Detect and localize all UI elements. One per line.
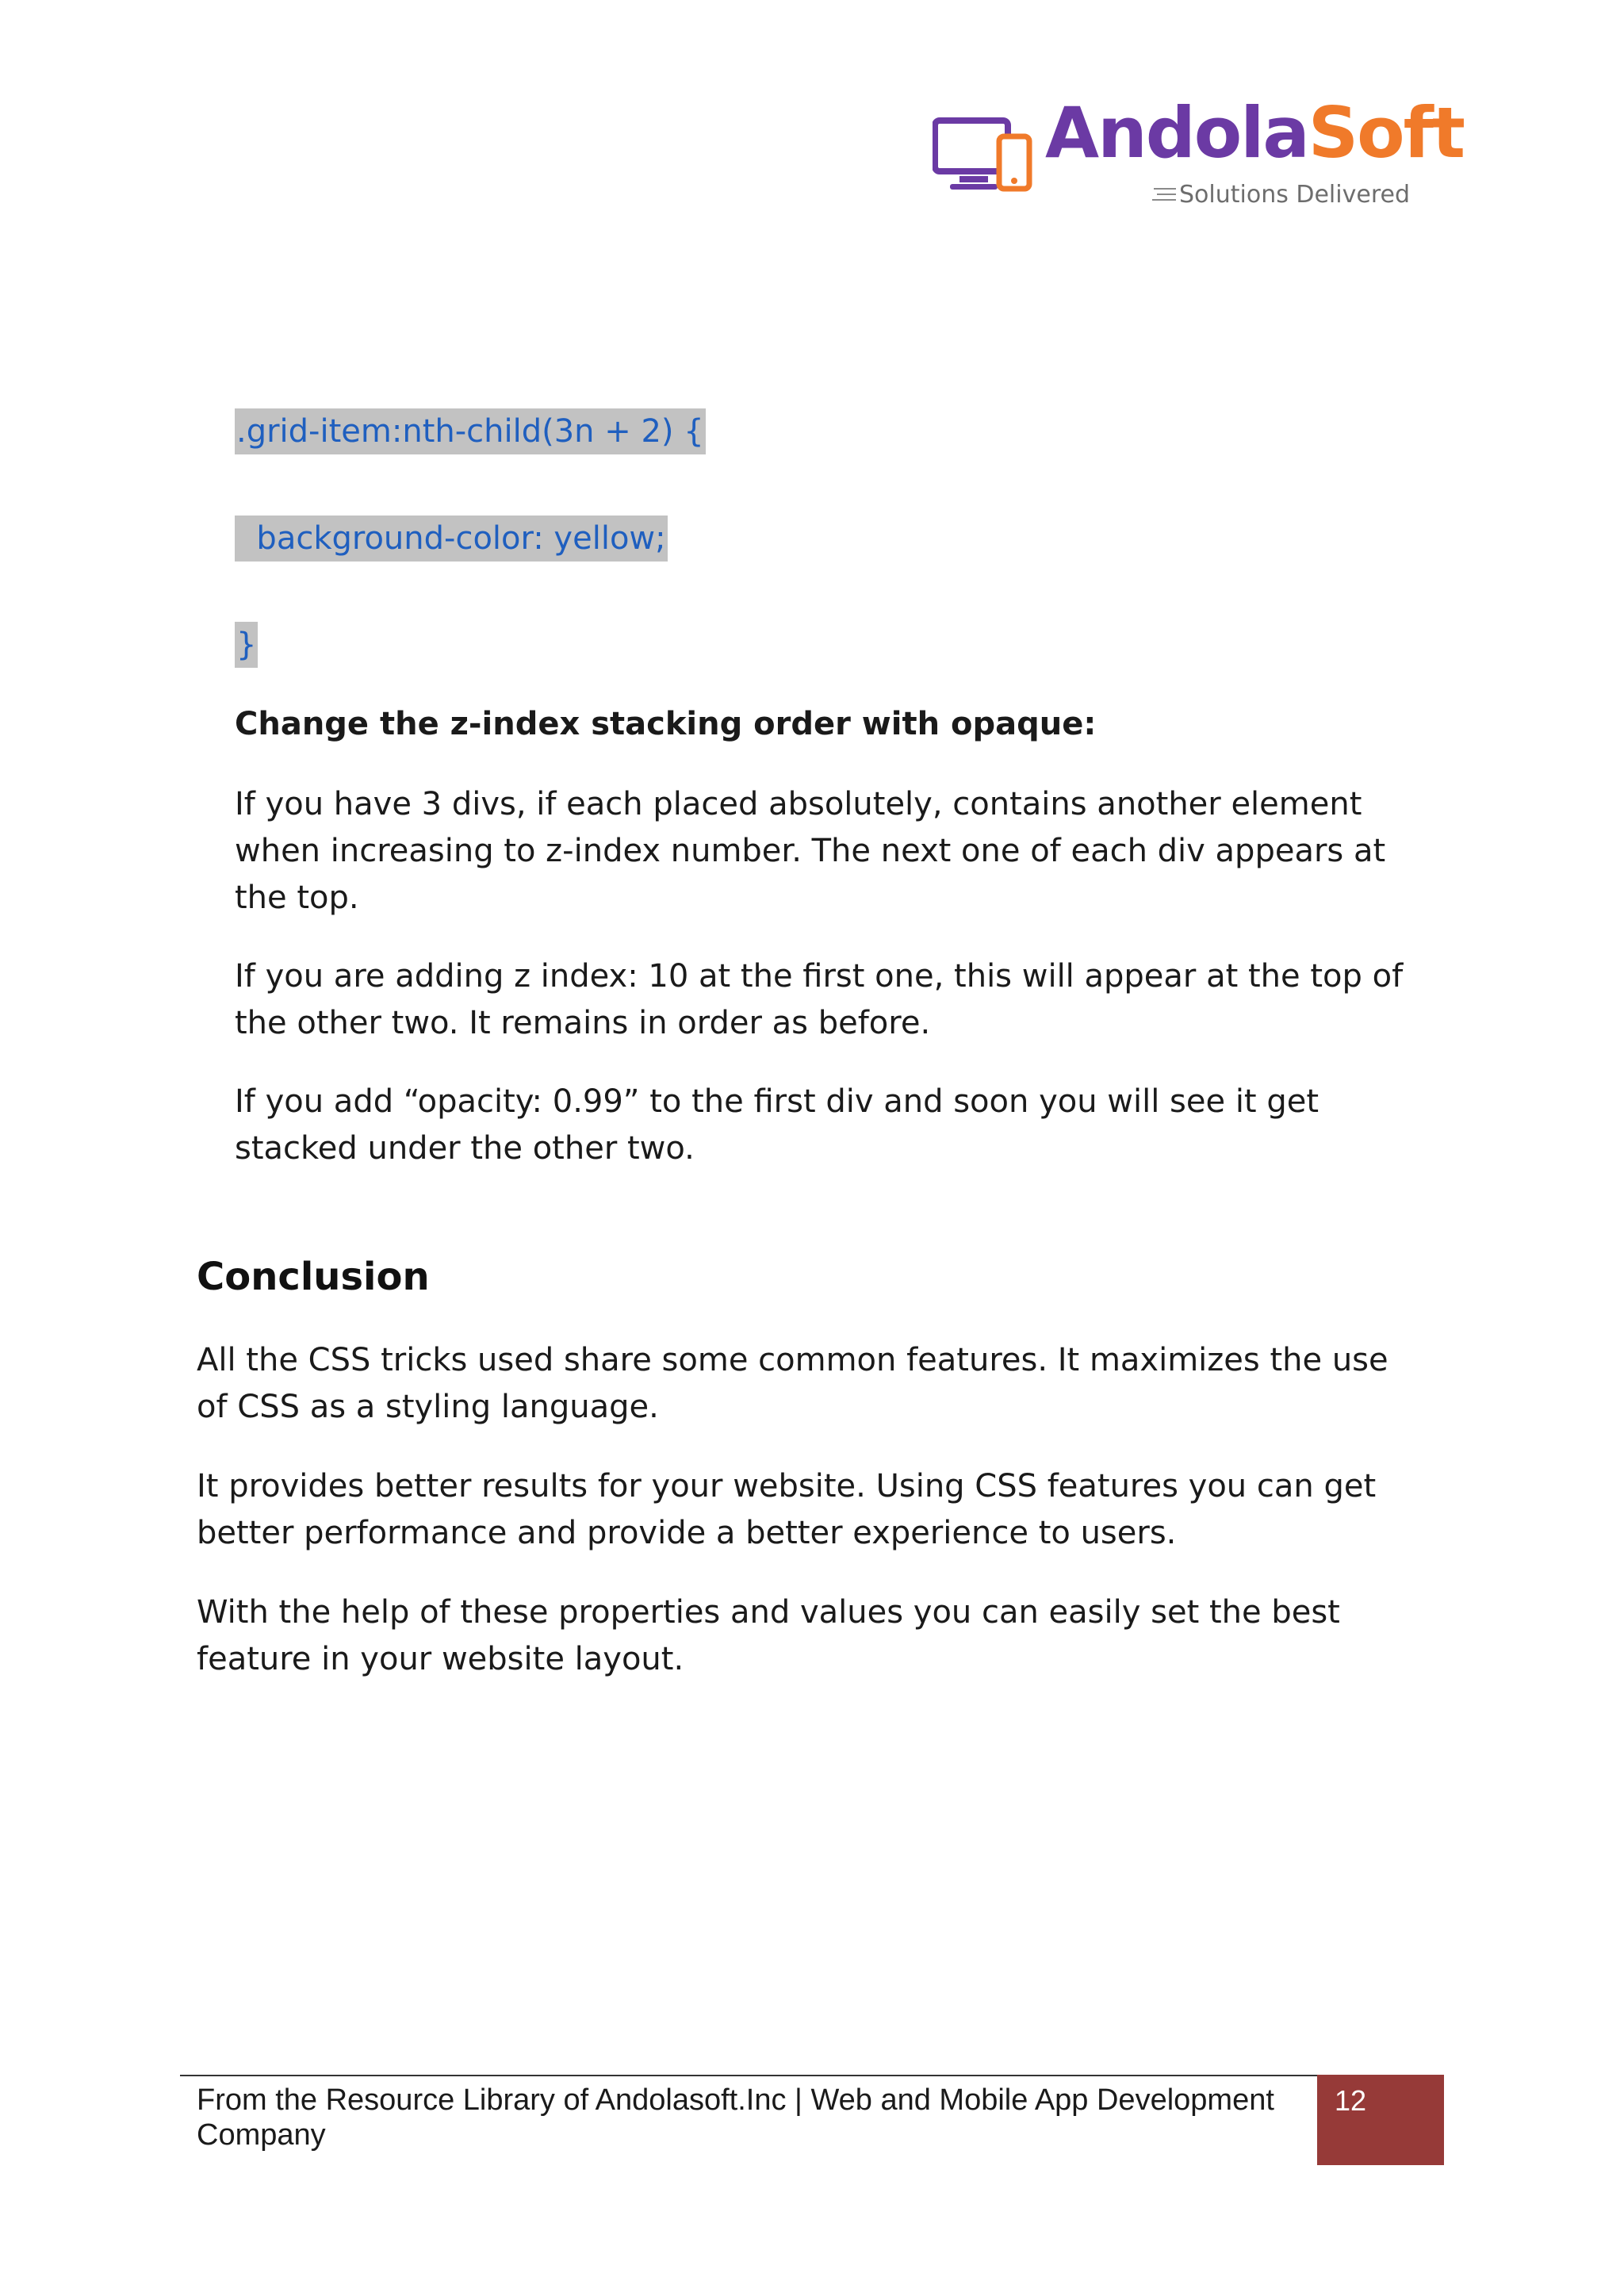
page-number-box: [1317, 2075, 1444, 2165]
logo-brand-part1: Andola: [1045, 92, 1308, 174]
paragraph-z-index: If you are adding z index: 10 at the first one, this will appear at the top of the other two. It remains in order as before.: [235, 958, 1404, 1041]
code-line-1: .grid-item:nth-child(3n + 2) {: [235, 408, 706, 454]
code-line-2: background-color: yellow;: [235, 516, 668, 562]
footer-text: From the Resource Library of Andolasoft.Inc | Web and Mobile App Development Company: [197, 2083, 1274, 2152]
paragraph-opacity: If you add “opacity: 0.99” to the first div and soon you will see it get stacked under the other two.: [235, 1083, 1320, 1167]
conclusion-heading: Conclusion: [197, 1255, 430, 1299]
section-subheading: Change the z-index stacking order with opaque:: [235, 706, 1097, 742]
speed-lines-icon: [1149, 186, 1176, 204]
conclusion-paragraph-1: All the CSS tricks used share some common features. It maximizes the use of CSS as a styling language.: [197, 1342, 1388, 1425]
devices-icon: [933, 116, 1032, 192]
logo-tagline: [1149, 181, 1410, 209]
code-line-3: }: [235, 622, 258, 668]
page-number: 12: [1335, 2084, 1367, 2117]
logo-brand-part2: Soft: [1308, 92, 1464, 174]
footer-divider: [180, 2075, 1317, 2076]
conclusion-paragraph-2: It provides better results for your website. Using CSS features you can get better performance and provide a better experience to users.: [197, 1468, 1377, 1551]
conclusion-paragraph-3: With the help of these properties and values you can easily set the best feature in your website layout.: [197, 1594, 1340, 1677]
logo-tagline-text: Solutions Delivered: [1179, 181, 1410, 209]
logo-wordmark: [1045, 92, 1464, 174]
paragraph-divs: If you have 3 divs, if each placed absolutely, contains another element when increasing to z-index number. The next one of each div appears at the top.: [235, 786, 1386, 916]
company-logo: [933, 92, 1464, 213]
